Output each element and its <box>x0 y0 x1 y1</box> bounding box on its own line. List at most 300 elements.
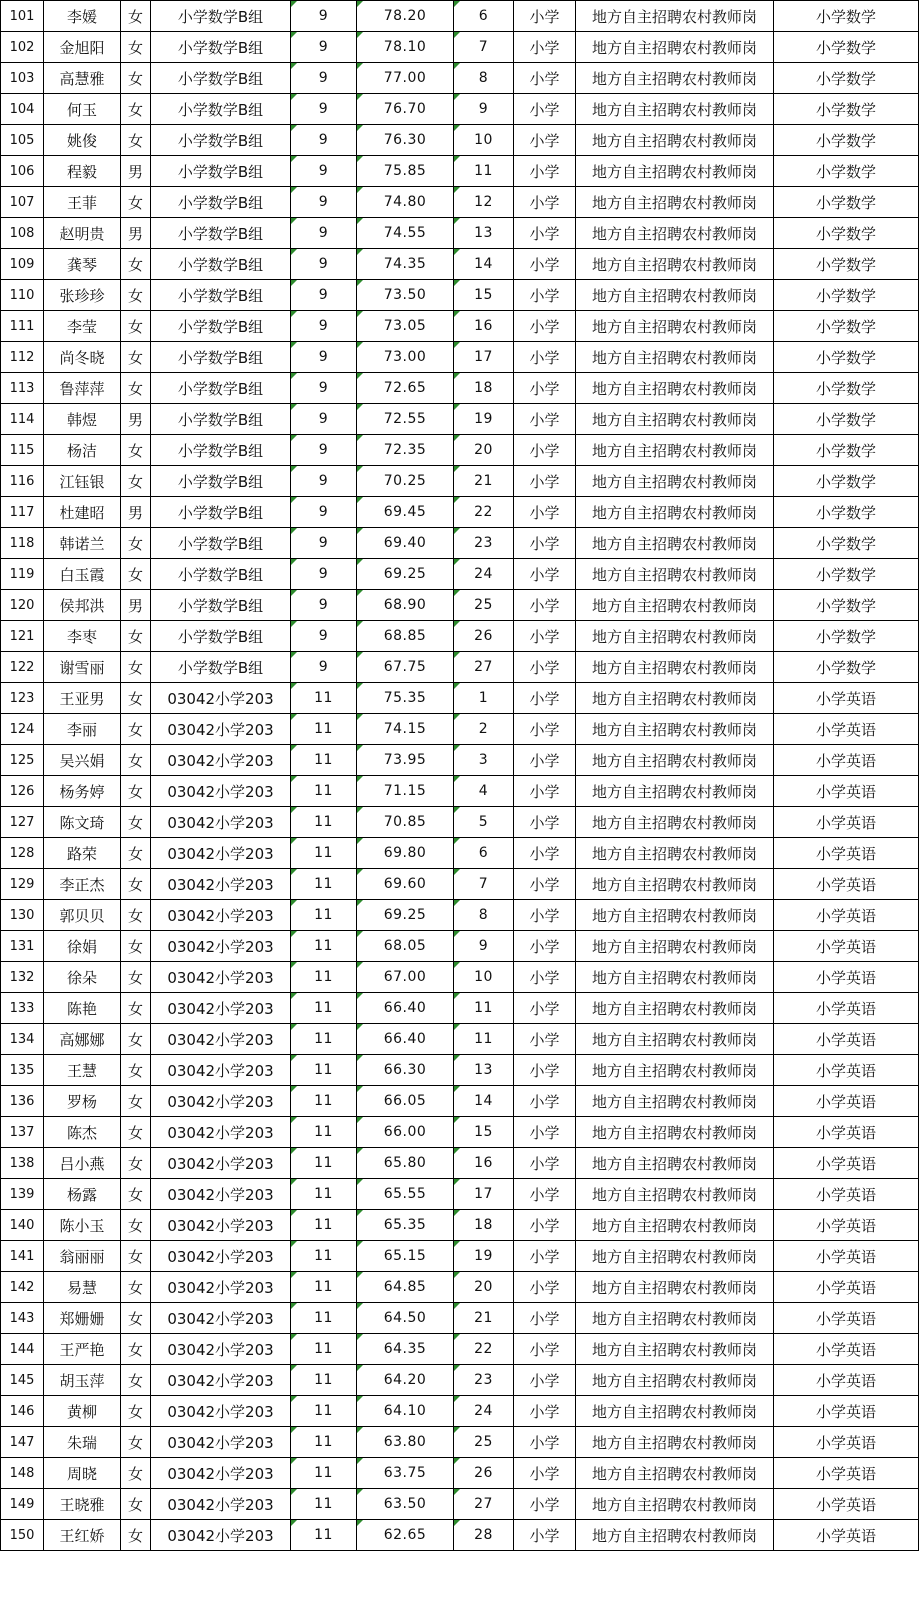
name-cell: 陈艳 <box>44 993 121 1024</box>
seq-cell: 114 <box>1 404 44 435</box>
name-cell: 王严艳 <box>44 1334 121 1365</box>
subject-cell: 小学英语 <box>774 1210 919 1241</box>
gender-cell: 女 <box>121 311 151 342</box>
level-cell: 小学 <box>514 745 576 776</box>
level-cell: 小学 <box>514 249 576 280</box>
name-cell: 朱瑞 <box>44 1427 121 1458</box>
quota-cell: 11 <box>291 869 357 900</box>
gender-cell: 女 <box>121 683 151 714</box>
rank-cell: 5 <box>454 807 514 838</box>
quota-cell: 11 <box>291 776 357 807</box>
post-cell: 地方自主招聘农村教师岗 <box>576 218 774 249</box>
subject-cell: 小学数学 <box>774 404 919 435</box>
score-cell: 69.60 <box>357 869 454 900</box>
quota-cell: 11 <box>291 1427 357 1458</box>
score-cell: 66.30 <box>357 1055 454 1086</box>
level-cell: 小学 <box>514 497 576 528</box>
score-cell: 71.15 <box>357 776 454 807</box>
gender-cell: 女 <box>121 1241 151 1272</box>
group-cell: 03042小学203 <box>151 1210 291 1241</box>
quota-cell: 11 <box>291 1148 357 1179</box>
table-row <box>1 931 919 962</box>
name-cell: 张珍珍 <box>44 280 121 311</box>
name-cell: 王亚男 <box>44 683 121 714</box>
seq-cell: 122 <box>1 652 44 683</box>
gender-cell: 女 <box>121 373 151 404</box>
seq-cell: 111 <box>1 311 44 342</box>
table-row <box>1 373 919 404</box>
post-cell: 地方自主招聘农村教师岗 <box>576 1179 774 1210</box>
score-cell: 64.85 <box>357 1272 454 1303</box>
table-row <box>1 218 919 249</box>
score-cell: 68.85 <box>357 621 454 652</box>
level-cell: 小学 <box>514 714 576 745</box>
table-row <box>1 1055 919 1086</box>
level-cell: 小学 <box>514 1520 576 1551</box>
seq-cell: 112 <box>1 342 44 373</box>
group-cell: 03042小学203 <box>151 962 291 993</box>
group-cell: 03042小学203 <box>151 1241 291 1272</box>
subject-cell: 小学英语 <box>774 1303 919 1334</box>
subject-cell: 小学数学 <box>774 590 919 621</box>
group-cell: 小学数学B组 <box>151 528 291 559</box>
level-cell: 小学 <box>514 807 576 838</box>
quota-cell: 9 <box>291 404 357 435</box>
rank-cell: 11 <box>454 1024 514 1055</box>
subject-cell: 小学英语 <box>774 683 919 714</box>
level-cell: 小学 <box>514 931 576 962</box>
rank-cell: 19 <box>454 1241 514 1272</box>
rank-cell: 20 <box>454 1272 514 1303</box>
score-cell: 75.85 <box>357 156 454 187</box>
group-cell: 小学数学B组 <box>151 435 291 466</box>
subject-cell: 小学英语 <box>774 1179 919 1210</box>
gender-cell: 女 <box>121 528 151 559</box>
table-row <box>1 156 919 187</box>
seq-cell: 144 <box>1 1334 44 1365</box>
rank-cell: 26 <box>454 621 514 652</box>
score-cell: 64.20 <box>357 1365 454 1396</box>
rank-cell: 8 <box>454 63 514 94</box>
seq-cell: 145 <box>1 1365 44 1396</box>
seq-cell: 142 <box>1 1272 44 1303</box>
rank-cell: 23 <box>454 528 514 559</box>
name-cell: 白玉霞 <box>44 559 121 590</box>
gender-cell: 女 <box>121 1148 151 1179</box>
group-cell: 03042小学203 <box>151 807 291 838</box>
seq-cell: 106 <box>1 156 44 187</box>
subject-cell: 小学英语 <box>774 900 919 931</box>
score-cell: 67.00 <box>357 962 454 993</box>
subject-cell: 小学数学 <box>774 249 919 280</box>
table-row <box>1 590 919 621</box>
post-cell: 地方自主招聘农村教师岗 <box>576 559 774 590</box>
quota-cell: 9 <box>291 125 357 156</box>
rank-cell: 13 <box>454 1055 514 1086</box>
seq-cell: 119 <box>1 559 44 590</box>
rank-cell: 9 <box>454 931 514 962</box>
subject-cell: 小学数学 <box>774 652 919 683</box>
subject-cell: 小学英语 <box>774 745 919 776</box>
rank-cell: 14 <box>454 1086 514 1117</box>
level-cell: 小学 <box>514 125 576 156</box>
level-cell: 小学 <box>514 590 576 621</box>
post-cell: 地方自主招聘农村教师岗 <box>576 435 774 466</box>
seq-cell: 124 <box>1 714 44 745</box>
post-cell: 地方自主招聘农村教师岗 <box>576 807 774 838</box>
table-row <box>1 993 919 1024</box>
seq-cell: 133 <box>1 993 44 1024</box>
rank-cell: 27 <box>454 652 514 683</box>
quota-cell: 11 <box>291 1179 357 1210</box>
group-cell: 03042小学203 <box>151 1024 291 1055</box>
seq-cell: 110 <box>1 280 44 311</box>
post-cell: 地方自主招聘农村教师岗 <box>576 1334 774 1365</box>
rank-cell: 25 <box>454 590 514 621</box>
group-cell: 小学数学B组 <box>151 621 291 652</box>
name-cell: 翁丽丽 <box>44 1241 121 1272</box>
group-cell: 小学数学B组 <box>151 590 291 621</box>
group-cell: 小学数学B组 <box>151 94 291 125</box>
rank-cell: 9 <box>454 94 514 125</box>
quota-cell: 11 <box>291 1117 357 1148</box>
table-row <box>1 32 919 63</box>
level-cell: 小学 <box>514 1117 576 1148</box>
group-cell: 小学数学B组 <box>151 652 291 683</box>
level-cell: 小学 <box>514 404 576 435</box>
seq-cell: 131 <box>1 931 44 962</box>
score-cell: 73.00 <box>357 342 454 373</box>
gender-cell: 女 <box>121 1303 151 1334</box>
seq-cell: 127 <box>1 807 44 838</box>
level-cell: 小学 <box>514 1179 576 1210</box>
seq-cell: 130 <box>1 900 44 931</box>
group-cell: 03042小学203 <box>151 900 291 931</box>
quota-cell: 11 <box>291 1055 357 1086</box>
group-cell: 03042小学203 <box>151 1489 291 1520</box>
quota-cell: 9 <box>291 156 357 187</box>
post-cell: 地方自主招聘农村教师岗 <box>576 1 774 32</box>
group-cell: 小学数学B组 <box>151 466 291 497</box>
score-cell: 69.25 <box>357 559 454 590</box>
table-row <box>1 900 919 931</box>
rank-cell: 17 <box>454 1179 514 1210</box>
table-row <box>1 435 919 466</box>
post-cell: 地方自主招聘农村教师岗 <box>576 1148 774 1179</box>
level-cell: 小学 <box>514 94 576 125</box>
score-cell: 66.40 <box>357 993 454 1024</box>
group-cell: 小学数学B组 <box>151 187 291 218</box>
name-cell: 徐朵 <box>44 962 121 993</box>
quota-cell: 9 <box>291 32 357 63</box>
score-cell: 74.55 <box>357 218 454 249</box>
seq-cell: 135 <box>1 1055 44 1086</box>
level-cell: 小学 <box>514 63 576 94</box>
group-cell: 小学数学B组 <box>151 218 291 249</box>
gender-cell: 女 <box>121 745 151 776</box>
post-cell: 地方自主招聘农村教师岗 <box>576 1272 774 1303</box>
group-cell: 03042小学203 <box>151 1086 291 1117</box>
gender-cell: 女 <box>121 652 151 683</box>
group-cell: 小学数学B组 <box>151 404 291 435</box>
seq-cell: 149 <box>1 1489 44 1520</box>
rank-cell: 15 <box>454 1117 514 1148</box>
rank-cell: 1 <box>454 683 514 714</box>
level-cell: 小学 <box>514 1024 576 1055</box>
level-cell: 小学 <box>514 869 576 900</box>
group-cell: 小学数学B组 <box>151 342 291 373</box>
name-cell: 郑姗姗 <box>44 1303 121 1334</box>
score-cell: 70.25 <box>357 466 454 497</box>
table-row <box>1 311 919 342</box>
rank-cell: 2 <box>454 714 514 745</box>
group-cell: 小学数学B组 <box>151 125 291 156</box>
seq-cell: 134 <box>1 1024 44 1055</box>
name-cell: 李丽 <box>44 714 121 745</box>
gender-cell: 女 <box>121 1458 151 1489</box>
level-cell: 小学 <box>514 1210 576 1241</box>
name-cell: 尚冬晓 <box>44 342 121 373</box>
level-cell: 小学 <box>514 1365 576 1396</box>
gender-cell: 女 <box>121 1272 151 1303</box>
rank-cell: 13 <box>454 218 514 249</box>
quota-cell: 11 <box>291 838 357 869</box>
seq-cell: 107 <box>1 187 44 218</box>
quota-cell: 11 <box>291 1210 357 1241</box>
name-cell: 谢雪丽 <box>44 652 121 683</box>
subject-cell: 小学英语 <box>774 1148 919 1179</box>
gender-cell: 女 <box>121 342 151 373</box>
post-cell: 地方自主招聘农村教师岗 <box>576 497 774 528</box>
score-cell: 73.95 <box>357 745 454 776</box>
gender-cell: 女 <box>121 1024 151 1055</box>
post-cell: 地方自主招聘农村教师岗 <box>576 249 774 280</box>
rank-cell: 26 <box>454 1458 514 1489</box>
gender-cell: 女 <box>121 1520 151 1551</box>
table-row <box>1 1303 919 1334</box>
gender-cell: 女 <box>121 838 151 869</box>
subject-cell: 小学英语 <box>774 869 919 900</box>
table-row <box>1 745 919 776</box>
group-cell: 03042小学203 <box>151 1303 291 1334</box>
name-cell: 李枣 <box>44 621 121 652</box>
post-cell: 地方自主招聘农村教师岗 <box>576 342 774 373</box>
subject-cell: 小学数学 <box>774 187 919 218</box>
seq-cell: 136 <box>1 1086 44 1117</box>
name-cell: 鲁萍萍 <box>44 373 121 404</box>
score-cell: 73.05 <box>357 311 454 342</box>
name-cell: 赵明贵 <box>44 218 121 249</box>
subject-cell: 小学英语 <box>774 714 919 745</box>
seq-cell: 147 <box>1 1427 44 1458</box>
post-cell: 地方自主招聘农村教师岗 <box>576 590 774 621</box>
subject-cell: 小学数学 <box>774 280 919 311</box>
subject-cell: 小学数学 <box>774 342 919 373</box>
post-cell: 地方自主招聘农村教师岗 <box>576 652 774 683</box>
post-cell: 地方自主招聘农村教师岗 <box>576 900 774 931</box>
level-cell: 小学 <box>514 187 576 218</box>
quota-cell: 9 <box>291 218 357 249</box>
level-cell: 小学 <box>514 559 576 590</box>
quota-cell: 11 <box>291 1272 357 1303</box>
post-cell: 地方自主招聘农村教师岗 <box>576 1489 774 1520</box>
post-cell: 地方自主招聘农村教师岗 <box>576 404 774 435</box>
subject-cell: 小学数学 <box>774 125 919 156</box>
name-cell: 陈小玉 <box>44 1210 121 1241</box>
gender-cell: 女 <box>121 63 151 94</box>
group-cell: 小学数学B组 <box>151 249 291 280</box>
name-cell: 程毅 <box>44 156 121 187</box>
quota-cell: 11 <box>291 993 357 1024</box>
table-row <box>1 1458 919 1489</box>
level-cell: 小学 <box>514 1272 576 1303</box>
table-row <box>1 1210 919 1241</box>
group-cell: 03042小学203 <box>151 869 291 900</box>
name-cell: 黄柳 <box>44 1396 121 1427</box>
rank-cell: 21 <box>454 466 514 497</box>
table-row <box>1 404 919 435</box>
quota-cell: 9 <box>291 435 357 466</box>
rank-cell: 11 <box>454 993 514 1024</box>
subject-cell: 小学英语 <box>774 1117 919 1148</box>
table-row <box>1 621 919 652</box>
table-row <box>1 1334 919 1365</box>
subject-cell: 小学数学 <box>774 63 919 94</box>
score-cell: 63.75 <box>357 1458 454 1489</box>
name-cell: 李莹 <box>44 311 121 342</box>
score-cell: 74.35 <box>357 249 454 280</box>
post-cell: 地方自主招聘农村教师岗 <box>576 1427 774 1458</box>
gender-cell: 女 <box>121 621 151 652</box>
gender-cell: 男 <box>121 156 151 187</box>
gender-cell: 女 <box>121 1365 151 1396</box>
group-cell: 小学数学B组 <box>151 32 291 63</box>
quota-cell: 11 <box>291 1489 357 1520</box>
quota-cell: 11 <box>291 1458 357 1489</box>
table-row <box>1 1520 919 1551</box>
table-row <box>1 1427 919 1458</box>
quota-cell: 11 <box>291 745 357 776</box>
seq-cell: 101 <box>1 1 44 32</box>
group-cell: 03042小学203 <box>151 1117 291 1148</box>
name-cell: 陈文琦 <box>44 807 121 838</box>
group-cell: 03042小学203 <box>151 993 291 1024</box>
gender-cell: 女 <box>121 32 151 63</box>
gender-cell: 女 <box>121 466 151 497</box>
post-cell: 地方自主招聘农村教师岗 <box>576 466 774 497</box>
post-cell: 地方自主招聘农村教师岗 <box>576 683 774 714</box>
subject-cell: 小学英语 <box>774 838 919 869</box>
rank-cell: 7 <box>454 869 514 900</box>
level-cell: 小学 <box>514 1334 576 1365</box>
subject-cell: 小学英语 <box>774 1365 919 1396</box>
rank-cell: 10 <box>454 125 514 156</box>
score-cell: 77.00 <box>357 63 454 94</box>
group-cell: 小学数学B组 <box>151 497 291 528</box>
rank-cell: 20 <box>454 435 514 466</box>
post-cell: 地方自主招聘农村教师岗 <box>576 993 774 1024</box>
subject-cell: 小学数学 <box>774 528 919 559</box>
post-cell: 地方自主招聘农村教师岗 <box>576 838 774 869</box>
score-cell: 63.50 <box>357 1489 454 1520</box>
group-cell: 小学数学B组 <box>151 280 291 311</box>
subject-cell: 小学数学 <box>774 466 919 497</box>
gender-cell: 女 <box>121 1489 151 1520</box>
seq-cell: 118 <box>1 528 44 559</box>
table-row <box>1 249 919 280</box>
score-cell: 65.55 <box>357 1179 454 1210</box>
table-row <box>1 342 919 373</box>
table-row <box>1 1024 919 1055</box>
seq-cell: 117 <box>1 497 44 528</box>
seq-cell: 123 <box>1 683 44 714</box>
gender-cell: 女 <box>121 869 151 900</box>
rank-cell: 27 <box>454 1489 514 1520</box>
score-cell: 65.80 <box>357 1148 454 1179</box>
quota-cell: 9 <box>291 187 357 218</box>
gender-cell: 女 <box>121 1 151 32</box>
quota-cell: 11 <box>291 683 357 714</box>
subject-cell: 小学英语 <box>774 1241 919 1272</box>
level-cell: 小学 <box>514 1241 576 1272</box>
rank-cell: 25 <box>454 1427 514 1458</box>
seq-cell: 129 <box>1 869 44 900</box>
post-cell: 地方自主招聘农村教师岗 <box>576 1458 774 1489</box>
score-cell: 78.20 <box>357 1 454 32</box>
name-cell: 徐娟 <box>44 931 121 962</box>
post-cell: 地方自主招聘农村教师岗 <box>576 528 774 559</box>
group-cell: 03042小学203 <box>151 838 291 869</box>
name-cell: 杨露 <box>44 1179 121 1210</box>
level-cell: 小学 <box>514 435 576 466</box>
rank-cell: 11 <box>454 156 514 187</box>
level-cell: 小学 <box>514 1055 576 1086</box>
gender-cell: 女 <box>121 714 151 745</box>
quota-cell: 11 <box>291 1334 357 1365</box>
group-cell: 03042小学203 <box>151 1396 291 1427</box>
table-row <box>1 1117 919 1148</box>
group-cell: 03042小学203 <box>151 1055 291 1086</box>
score-cell: 68.90 <box>357 590 454 621</box>
rank-cell: 24 <box>454 1396 514 1427</box>
seq-cell: 104 <box>1 94 44 125</box>
name-cell: 韩煜 <box>44 404 121 435</box>
quota-cell: 11 <box>291 1241 357 1272</box>
rank-cell: 21 <box>454 1303 514 1334</box>
gender-cell: 女 <box>121 435 151 466</box>
subject-cell: 小学数学 <box>774 94 919 125</box>
group-cell: 03042小学203 <box>151 683 291 714</box>
seq-cell: 120 <box>1 590 44 621</box>
rank-cell: 22 <box>454 1334 514 1365</box>
level-cell: 小学 <box>514 1427 576 1458</box>
name-cell: 胡玉萍 <box>44 1365 121 1396</box>
seq-cell: 103 <box>1 63 44 94</box>
table-row <box>1 1241 919 1272</box>
name-cell: 罗杨 <box>44 1086 121 1117</box>
rank-cell: 14 <box>454 249 514 280</box>
quota-cell: 9 <box>291 249 357 280</box>
table-row <box>1 497 919 528</box>
level-cell: 小学 <box>514 1 576 32</box>
seq-cell: 146 <box>1 1396 44 1427</box>
score-cell: 66.40 <box>357 1024 454 1055</box>
quota-cell: 11 <box>291 1086 357 1117</box>
level-cell: 小学 <box>514 1303 576 1334</box>
subject-cell: 小学英语 <box>774 931 919 962</box>
name-cell: 吕小燕 <box>44 1148 121 1179</box>
table-row <box>1 776 919 807</box>
